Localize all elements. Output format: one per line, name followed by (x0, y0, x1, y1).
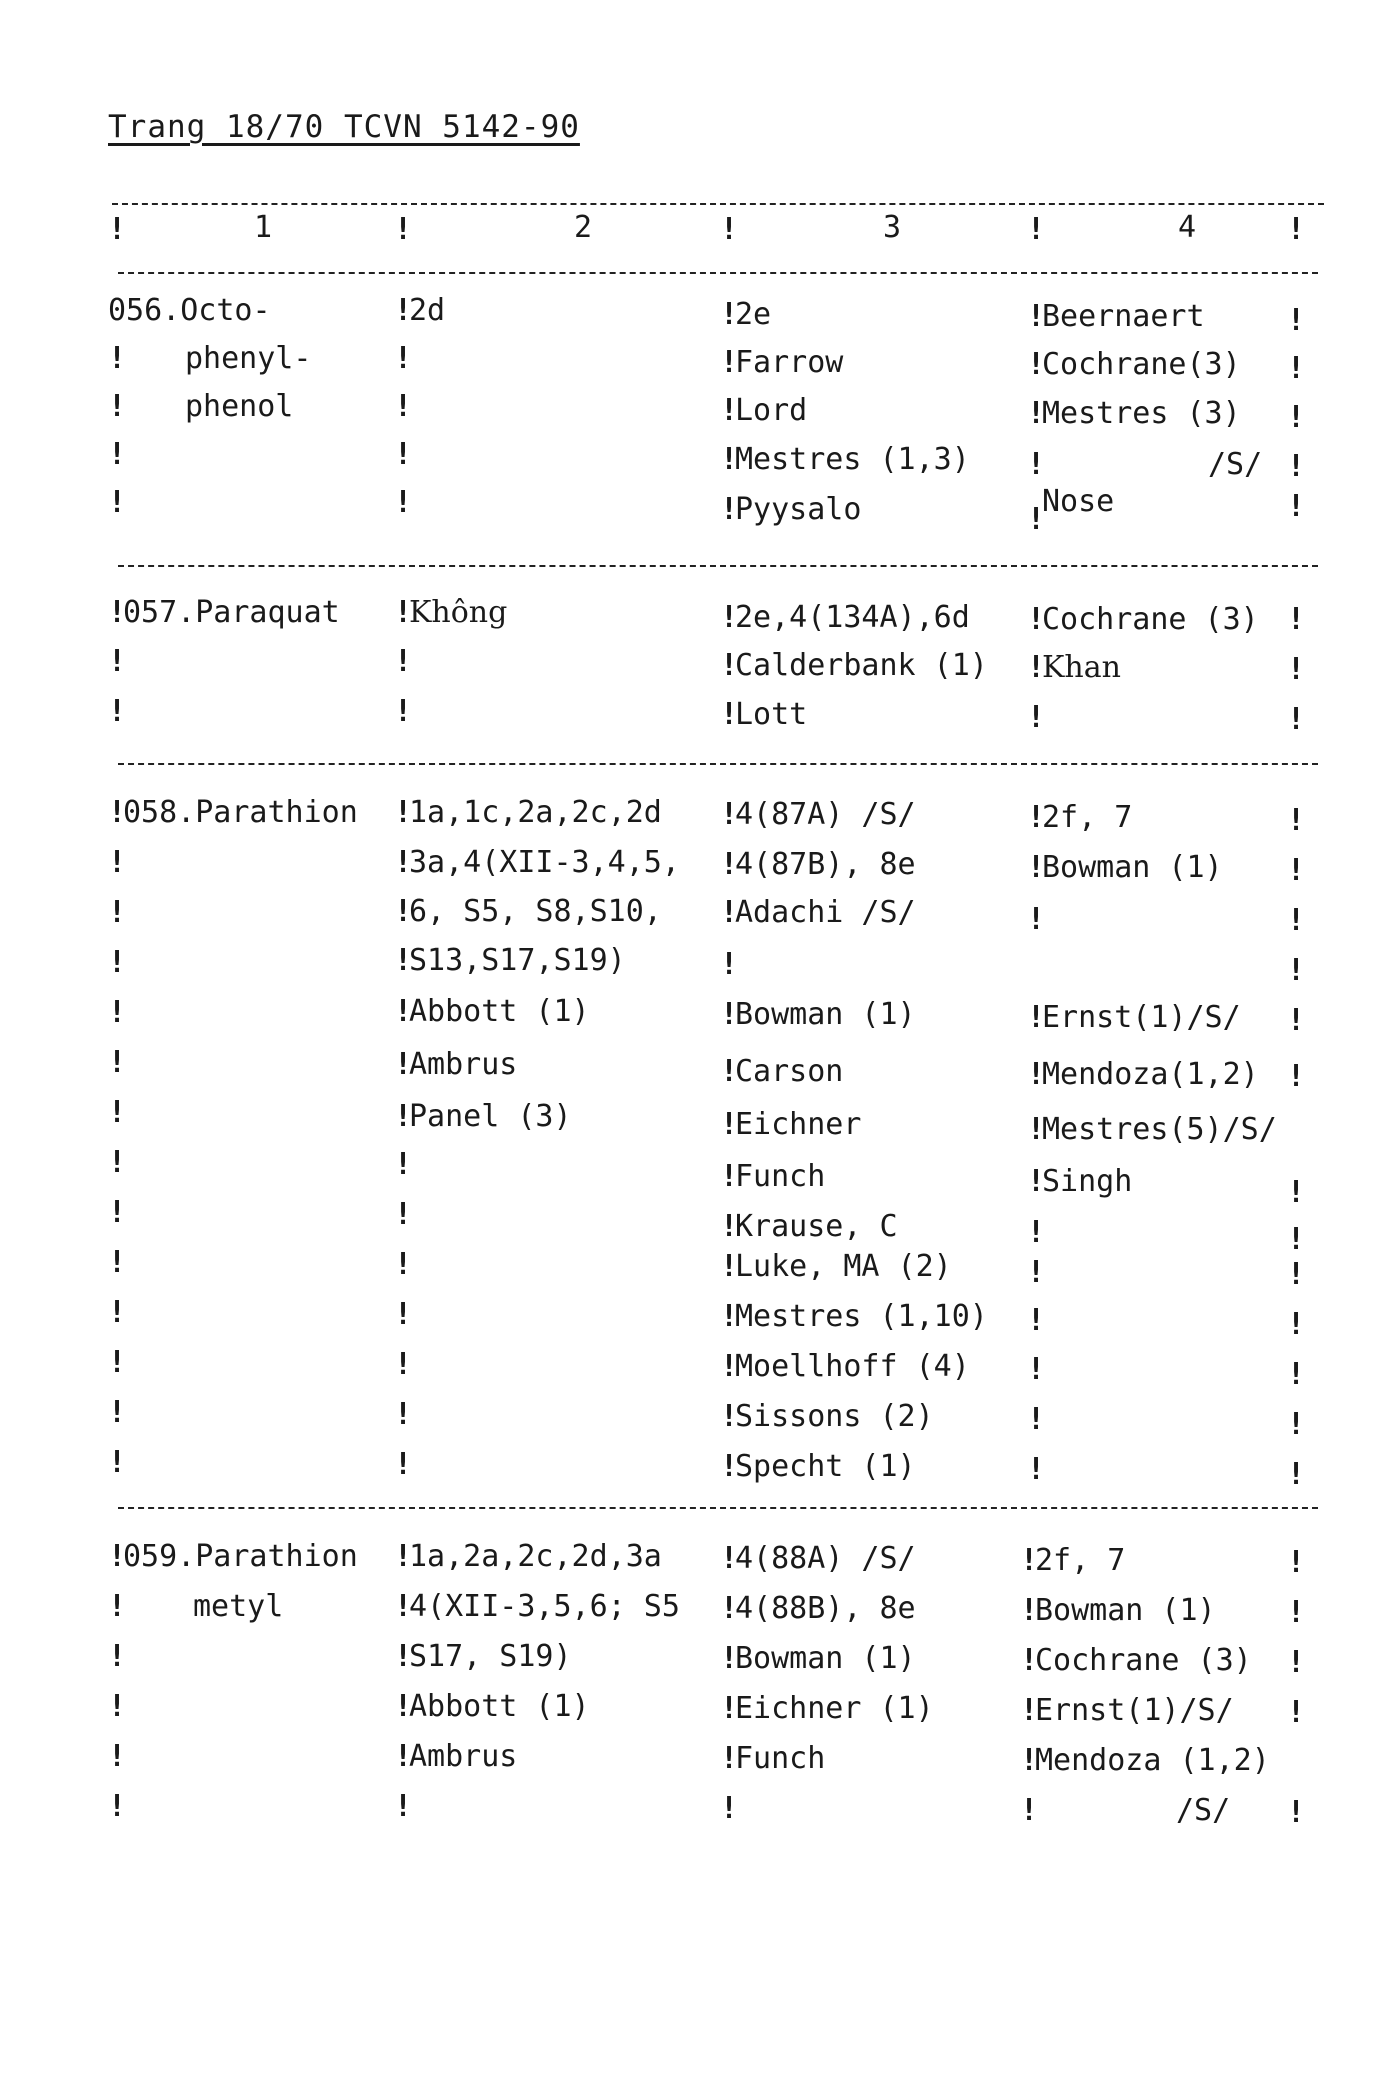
reference-entry: 4(88A) /S/ (735, 1541, 916, 1576)
reference-entry: Krause, C (735, 1209, 898, 1244)
reference-entry: Ernst(1)/S/ (1035, 1693, 1234, 1728)
reference-entry: Mendoza(1,2) (1042, 1057, 1259, 1092)
reference-entry: Luke, MA (2) (735, 1249, 952, 1284)
reference-entry: 4(88B), 8e (735, 1591, 916, 1626)
row-separator-rule (118, 763, 1318, 765)
reference-entry: Mestres (1,10) (735, 1299, 988, 1334)
reference-entry: 2e (735, 297, 772, 332)
row-separator-rule (118, 1507, 1318, 1509)
reference-entry: Pyysalo (735, 492, 862, 527)
reference-entry: /S/ (1176, 1793, 1231, 1828)
reference-entry: Carson (735, 1054, 844, 1089)
reference-entry: Farrow (735, 345, 844, 380)
reference-entry: 2f, 7 (1042, 800, 1133, 835)
reference-entry: Bowman (1) (1035, 1593, 1216, 1628)
substance-name: phenol (185, 389, 294, 424)
substance-name: 059.Parathion (123, 1539, 358, 1574)
column-header-4: 4 (1178, 210, 1197, 245)
row-separator-rule (118, 565, 1318, 567)
header-separator-rule (118, 272, 1318, 274)
reference-entry: 2f, 7 (1035, 1543, 1126, 1578)
method-ref: Abbott (1) (409, 1689, 590, 1724)
reference-entry: Funch (735, 1741, 826, 1776)
reference-entry: Calderbank (1) (735, 648, 988, 683)
reference-entry: Eichner (1) (735, 1691, 934, 1726)
reference-entry: 4(87B), 8e (735, 847, 916, 882)
reference-entry: Beernaert (1042, 299, 1205, 334)
page-header: Trang 18/70 TCVN 5142-90 (108, 109, 580, 145)
column-header-1: 1 (254, 210, 273, 245)
substance-name: phenyl- (185, 341, 312, 376)
reference-entry: Mestres(5)/S/ (1042, 1112, 1277, 1147)
reference-entry: Cochrane(3) (1042, 347, 1241, 382)
reference-entry: Bowman (1) (735, 1641, 916, 1676)
method-ref: 3a,4(XII-3,4,5, (409, 845, 680, 880)
method-ref: 2d (409, 293, 446, 328)
reference-entry: Adachi /S/ (735, 895, 916, 930)
reference-entry: Khan (1042, 650, 1121, 685)
method-ref: Ambrus (409, 1739, 518, 1774)
reference-entry: Cochrane (3) (1042, 602, 1259, 637)
method-ref: Abbott (1) (409, 994, 590, 1029)
method-ref: Không (409, 595, 508, 630)
substance-name: 058.Parathion (123, 795, 358, 830)
reference-entry: Ernst(1)/S/ (1042, 1000, 1241, 1035)
reference-entry: Mendoza (1,2) (1035, 1743, 1270, 1778)
method-ref: 6, S5, S8,S10, (409, 894, 662, 929)
reference-entry: Nose (1042, 484, 1115, 519)
table-top-rule (112, 203, 1324, 205)
reference-entry: Lord (735, 393, 808, 428)
method-ref: Ambrus (409, 1047, 518, 1082)
substance-name: metyl (193, 1589, 284, 1624)
method-ref: S13,S17,S19) (409, 943, 626, 978)
reference-entry: Mestres (1,3) (735, 442, 970, 477)
reference-entry: Funch (735, 1159, 826, 1194)
reference-entry: Moellhoff (4) (735, 1349, 970, 1384)
substance-name: 057.Paraquat (123, 595, 340, 630)
reference-entry: /S/ (1208, 447, 1263, 482)
reference-entry: 4(87A) /S/ (735, 797, 916, 832)
reference-entry: Lott (735, 697, 808, 732)
reference-entry: Specht (1) (735, 1449, 916, 1484)
reference-entry: Eichner (735, 1107, 862, 1142)
reference-entry: Bowman (1) (735, 997, 916, 1032)
substance-name: 056.Octo- (108, 293, 271, 328)
method-ref: Panel (3) (409, 1099, 572, 1134)
reference-entry: Sissons (2) (735, 1399, 934, 1434)
column-header-2: 2 (574, 210, 593, 245)
reference-entry: Cochrane (3) (1035, 1643, 1252, 1678)
method-ref: S17, S19) (409, 1639, 572, 1674)
method-ref: 1a,1c,2a,2c,2d (409, 795, 662, 830)
method-ref: 1a,2a,2c,2d,3a (409, 1539, 662, 1574)
reference-entry: Mestres (3) (1042, 396, 1241, 431)
reference-entry: Singh (1042, 1164, 1133, 1199)
column-header-3: 3 (883, 210, 902, 245)
reference-entry: 2e,4(134A),6d (735, 600, 970, 635)
method-ref: 4(XII-3,5,6; S5 (409, 1589, 680, 1624)
reference-entry: Bowman (1) (1042, 850, 1223, 885)
